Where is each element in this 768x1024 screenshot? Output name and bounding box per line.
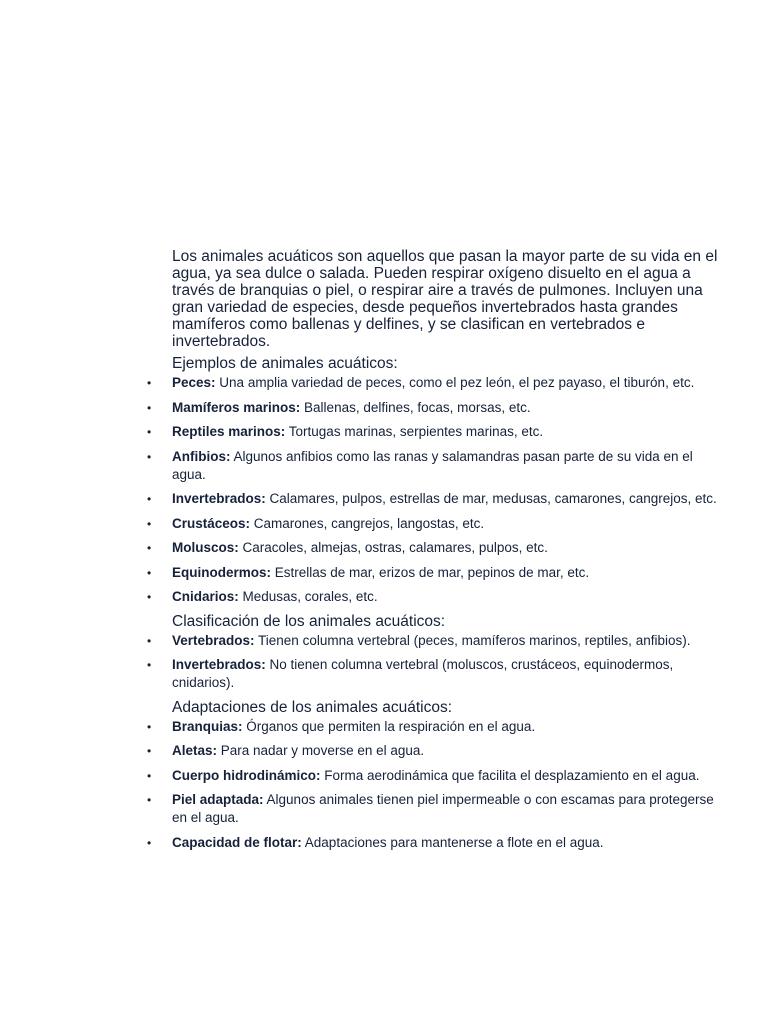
bullet-list xyxy=(147,374,722,606)
bullet-icon: • xyxy=(147,516,152,531)
item-description: Algunos anfibios como las ranas y salamandras pasan parte de su vida en el agua. xyxy=(172,448,693,482)
item-term: Branquias: xyxy=(172,718,243,734)
list-item xyxy=(147,423,722,441)
item-description: Algunos animales tienen piel impermeable o con escamas para protegerse en el agua. xyxy=(172,792,714,825)
list-item xyxy=(147,742,722,760)
list-item xyxy=(147,656,722,692)
bullet-icon: • xyxy=(147,565,152,580)
item-description: Calamares, pulpos, estrellas de mar, medusas, camarones, cangrejos, etc. xyxy=(265,491,717,506)
item-term: Crustáceos: xyxy=(172,515,251,531)
list-item xyxy=(147,490,722,508)
bullet-icon: • xyxy=(147,658,152,672)
bullet-icon: • xyxy=(147,400,152,415)
item-term: Cuerpo hidrodinámico: xyxy=(172,767,321,783)
list-item xyxy=(147,539,722,557)
item-description: Forma aerodinámica que facilita el desplazamiento en el agua. xyxy=(320,767,700,783)
item-term: Mamíferos marinos: xyxy=(172,399,301,415)
item-description: Tortugas marinas, serpientes marinas, etc. xyxy=(285,424,544,439)
bullet-icon: • xyxy=(147,744,152,758)
item-term: Capacidad de flotar: xyxy=(172,834,302,850)
list-item xyxy=(147,718,722,736)
list-item xyxy=(147,399,722,417)
item-description: Caracoles, almejas, ostras, calamares, pulpos, etc. xyxy=(238,540,548,555)
section-heading: Clasificación de los animales acuáticos: xyxy=(172,612,446,630)
item-term: Moluscos: xyxy=(172,540,239,555)
item-description: Camarones, cangrejos, langostas, etc. xyxy=(250,515,485,531)
item-description: Órganos que permiten la respiración en el agua. xyxy=(242,718,536,734)
document-body xyxy=(147,248,722,858)
bullet-icon: • xyxy=(147,768,152,783)
item-term: Invertebrados: xyxy=(172,657,266,672)
item-description: Ballenas, delfines, focas, morsas, etc. xyxy=(300,399,531,415)
bullet-icon: • xyxy=(147,492,152,506)
item-term: Anfibios: xyxy=(172,448,231,464)
item-term: Piel adaptada: xyxy=(172,792,264,807)
bullet-list xyxy=(147,632,722,693)
list-item xyxy=(147,588,722,606)
bullet-icon: • xyxy=(147,449,152,464)
bullet-icon: • xyxy=(147,793,152,807)
section-heading: Ejemplos de animales acuáticos: xyxy=(172,355,398,372)
list-item xyxy=(147,791,722,827)
list-item xyxy=(147,564,722,582)
list-item xyxy=(147,632,722,650)
list-item xyxy=(147,834,722,852)
bullet-icon: • xyxy=(147,719,152,734)
bullet-icon: • xyxy=(147,590,152,604)
list-item xyxy=(147,515,722,533)
item-description: Una amplia variedad de peces, como el pez león, el pez payaso, el tiburón, etc. xyxy=(215,375,695,390)
item-description: Estrellas de mar, erizos de mar, pepinos de mar, etc. xyxy=(271,564,590,580)
item-term: Peces: xyxy=(172,375,216,390)
item-description: Adaptaciones para mantenerse a flote en el agua. xyxy=(301,834,604,850)
item-term: Reptiles marinos: xyxy=(172,424,286,439)
item-description: Medusas, corales, etc. xyxy=(238,589,378,604)
bullet-icon: • xyxy=(147,541,152,555)
item-term: Invertebrados: xyxy=(172,491,266,506)
list-item xyxy=(147,374,722,392)
item-description: No tienen columna vertebral (moluscos, crustáceos, equinodermos, cnidarios). xyxy=(172,657,674,690)
item-description: Para nadar y moverse en el agua. xyxy=(217,743,425,758)
item-term: Vertebrados: xyxy=(172,632,255,648)
bullet-icon: • xyxy=(147,633,152,648)
item-description: Tienen columna vertebral (peces, mamíferos marinos, reptiles, anfibios). xyxy=(254,632,691,648)
item-term: Aletas: xyxy=(172,743,218,758)
bullet-icon: • xyxy=(147,835,152,850)
bullet-list xyxy=(147,718,722,852)
section-heading: Adaptaciones de los animales acuáticos: xyxy=(172,698,453,716)
bullet-icon: • xyxy=(147,425,152,439)
item-term: Equinodermos: xyxy=(172,564,272,580)
item-term: Cnidarios: xyxy=(172,589,239,604)
bullet-icon: • xyxy=(147,376,152,390)
intro-paragraph: Los animales acuáticos son aquellos que pasan la mayor parte de su vida en el agua, ya sea dulce o salada. Pueden respirar oxígeno disuelto en el agua a través de branquias o piel, o respirar aire a través de pulmones. Incluyen una gran variedad de especies, desde pequeños invertebrados hasta grandes mamíferos como ballenas y delfines, y se clasifican en vertebrados e invertebrados. xyxy=(172,248,718,350)
sections-container xyxy=(147,355,722,852)
list-item xyxy=(147,767,722,785)
list-item xyxy=(147,448,722,484)
